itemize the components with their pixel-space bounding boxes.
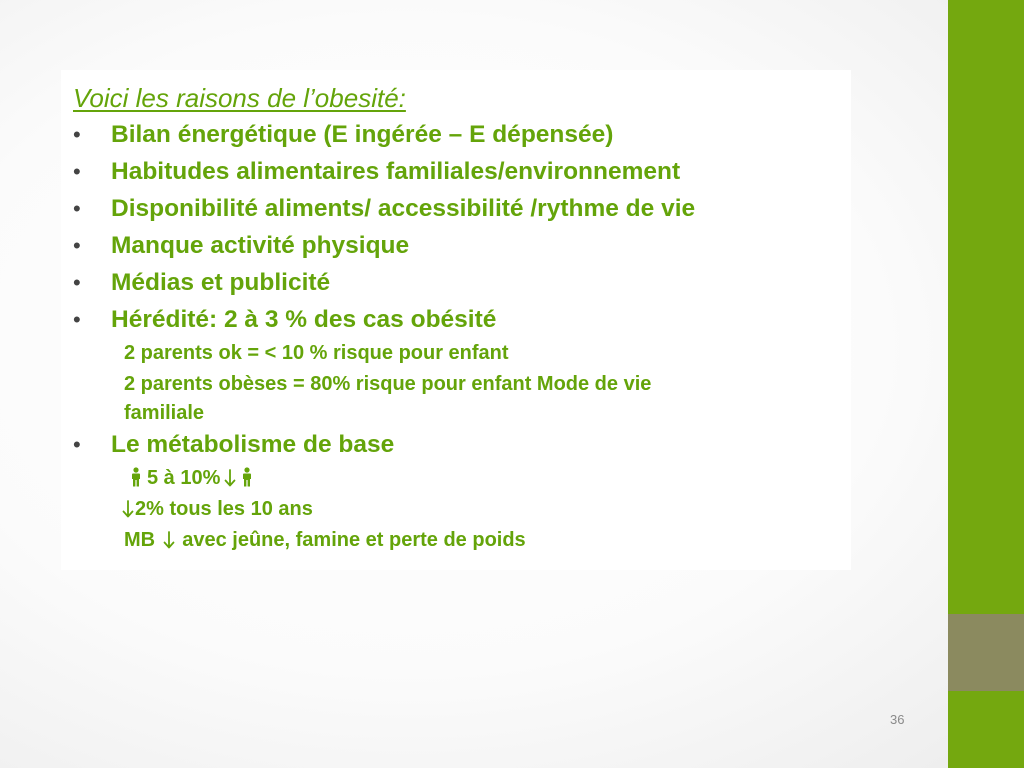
side-accent-bar [948,0,1024,768]
bullet-label: Le métabolisme de base [111,431,395,458]
heredity-detail-1: 2 parents ok = < 10 % risque pour enfant [124,342,509,364]
down-arrow-icon [122,499,134,519]
down-arrow-icon [163,530,175,550]
metabolism-detail-3-prefix: MB [124,529,156,551]
bullet-label: Manque activité physique [111,232,410,259]
bullet-metabolism [73,426,853,463]
heredity-detail-2: 2 parents obèses = 80% risque pour enfant Mode de vie [124,373,652,395]
bullet-dot-icon: • [73,233,81,258]
down-arrow-icon [224,468,236,488]
heredity-detail-3: familiale [124,402,205,424]
bullet-label: Médias et publicité [111,269,331,296]
bullet-energy-balance [73,116,853,153]
bullet-label: Habitudes alimentaires familiales/environnement [111,158,681,185]
bullet-eating-habits [73,153,853,190]
metabolism-list [73,426,853,463]
side-accent-green-top [948,0,1024,614]
metabolism-detail-3-text: avec jeûne, famine et perte de poids [182,529,526,551]
metabolism-detail-3 [73,525,853,556]
slide-title: Voici les raisons de l’obesité: [73,83,406,113]
person-icon [242,467,252,487]
bullet-dot-icon: • [73,307,81,332]
bullet-dot-icon: • [73,122,81,147]
bullet-physical-activity [73,227,853,264]
metabolism-detail-1 [73,463,853,494]
metabolism-detail-2 [73,494,853,525]
bullet-dot-icon: • [73,432,81,457]
bullet-media-advertising [73,264,853,301]
bullet-label: Disponibilité aliments/ accessibilité /rythme de vie [111,195,696,222]
bullet-dot-icon: • [73,196,81,221]
side-accent-khaki [948,614,1024,691]
metabolism-detail-1-text: 5 à 10% [147,467,221,489]
side-accent-green-bottom [948,691,1024,768]
bullet-dot-icon: • [73,270,81,295]
slide-content [73,80,853,556]
bullet-label: Bilan énergétique (E ingérée – E dépensée) [111,121,614,148]
person-icon [131,467,141,487]
bullet-dot-icon: • [73,159,81,184]
bullet-food-availability [73,190,853,227]
bullet-heredity [73,301,853,338]
metabolism-detail-2-text: 2% tous les 10 ans [135,498,313,520]
bullet-label: Hérédité: 2 à 3 % des cas obésité [111,306,497,333]
reasons-list [73,116,853,338]
page-number: 36 [890,712,905,727]
